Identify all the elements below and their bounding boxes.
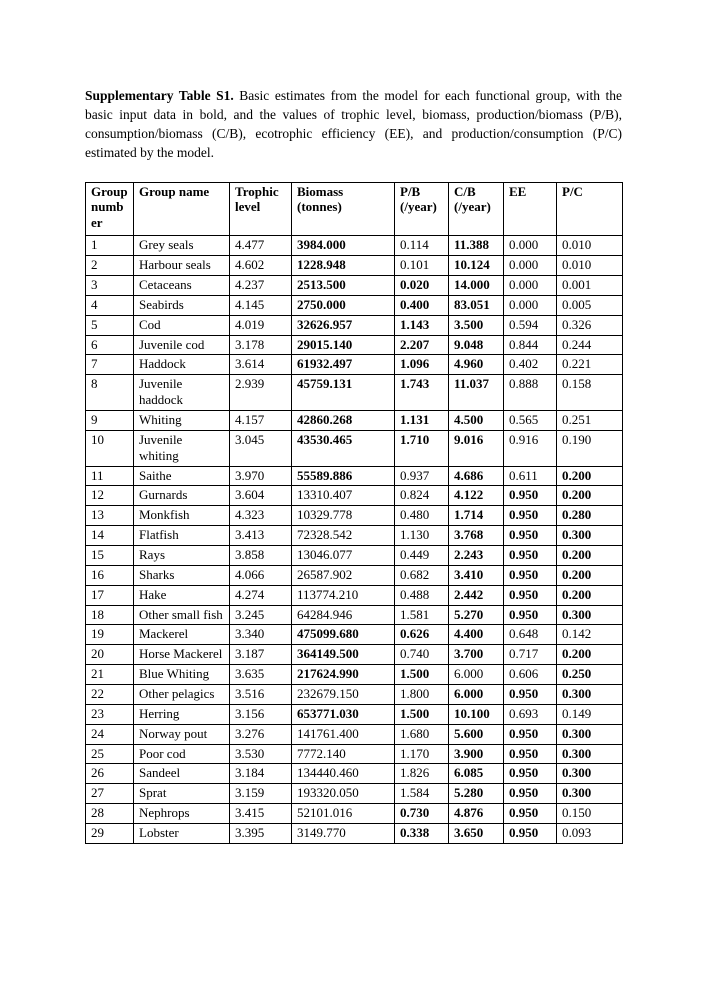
cell-cb: 4.686 xyxy=(449,466,504,486)
table-row xyxy=(86,335,623,355)
table-row xyxy=(86,275,623,295)
cell-pc: 0.150 xyxy=(557,804,623,824)
cell-ee: 0.594 xyxy=(504,315,557,335)
cell-trophic: 4.477 xyxy=(230,236,292,256)
cell-num: 14 xyxy=(86,526,134,546)
cell-name: Juvenile whiting xyxy=(134,430,230,466)
cell-cb: 6.000 xyxy=(449,665,504,685)
cell-ee: 0.916 xyxy=(504,430,557,466)
cell-num: 26 xyxy=(86,764,134,784)
cell-cb: 4.122 xyxy=(449,486,504,506)
table-row xyxy=(86,430,623,466)
table-row xyxy=(86,466,623,486)
cell-name: Herring xyxy=(134,704,230,724)
cell-name: Sandeel xyxy=(134,764,230,784)
cell-name: Juvenile cod xyxy=(134,335,230,355)
cell-trophic: 4.602 xyxy=(230,256,292,276)
caption-lead: Supplementary Table S1. xyxy=(85,88,234,103)
cell-trophic: 4.145 xyxy=(230,295,292,315)
cell-pb: 2.207 xyxy=(395,335,449,355)
cell-ee: 0.000 xyxy=(504,236,557,256)
cell-biomass: 113774.210 xyxy=(292,585,395,605)
table-row xyxy=(86,645,623,665)
caption-body: Basic estimates from the model for each functional group, with the basic input data in bold, and the values of trophic level, biomass, production/biomass (P/B), consumption/biomass (C/B), ecotrophic efficiency (EE), and production/consumption (P/C) estimated by the model. xyxy=(85,88,622,161)
cell-biomass: 29015.140 xyxy=(292,335,395,355)
column-header-cb: C/B (/year) xyxy=(449,182,504,236)
cell-name: Sprat xyxy=(134,784,230,804)
cell-pc: 0.300 xyxy=(557,724,623,744)
cell-num: 19 xyxy=(86,625,134,645)
table-row xyxy=(86,684,623,704)
cell-num: 15 xyxy=(86,545,134,565)
cell-pc: 0.300 xyxy=(557,684,623,704)
cell-pb: 0.101 xyxy=(395,256,449,276)
table-row xyxy=(86,545,623,565)
cell-trophic: 3.530 xyxy=(230,744,292,764)
cell-cb: 11.388 xyxy=(449,236,504,256)
cell-trophic: 3.159 xyxy=(230,784,292,804)
cell-pc: 0.280 xyxy=(557,506,623,526)
cell-name: Horse Mackerel xyxy=(134,645,230,665)
cell-name: Other small fish xyxy=(134,605,230,625)
table-row xyxy=(86,295,623,315)
document-page xyxy=(85,86,622,844)
cell-pc: 0.251 xyxy=(557,410,623,430)
cell-biomass: 364149.500 xyxy=(292,645,395,665)
cell-name: Saithe xyxy=(134,466,230,486)
table-row xyxy=(86,256,623,276)
cell-biomass: 7772.140 xyxy=(292,744,395,764)
cell-trophic: 4.274 xyxy=(230,585,292,605)
cell-name: Lobster xyxy=(134,823,230,843)
cell-cb: 9.048 xyxy=(449,335,504,355)
column-header-pb: P/B (/year) xyxy=(395,182,449,236)
cell-pc: 0.149 xyxy=(557,704,623,724)
cell-pb: 0.682 xyxy=(395,565,449,585)
cell-num: 12 xyxy=(86,486,134,506)
cell-name: Other pelagics xyxy=(134,684,230,704)
cell-num: 6 xyxy=(86,335,134,355)
table-head xyxy=(86,182,623,236)
column-header-trophic: Trophic level xyxy=(230,182,292,236)
cell-pb: 1.500 xyxy=(395,665,449,685)
cell-ee: 0.565 xyxy=(504,410,557,430)
cell-num: 11 xyxy=(86,466,134,486)
column-header-name: Group name xyxy=(134,182,230,236)
cell-pb: 0.020 xyxy=(395,275,449,295)
cell-trophic: 2.939 xyxy=(230,375,292,411)
cell-ee: 0.950 xyxy=(504,585,557,605)
cell-cb: 3.500 xyxy=(449,315,504,335)
table-row xyxy=(86,526,623,546)
cell-pc: 0.010 xyxy=(557,236,623,256)
cell-biomass: 193320.050 xyxy=(292,784,395,804)
cell-cb: 4.876 xyxy=(449,804,504,824)
table-row xyxy=(86,665,623,685)
cell-cb: 1.714 xyxy=(449,506,504,526)
cell-num: 3 xyxy=(86,275,134,295)
cell-ee: 0.950 xyxy=(504,565,557,585)
cell-pb: 1.680 xyxy=(395,724,449,744)
cell-num: 23 xyxy=(86,704,134,724)
cell-name: Juvenile haddock xyxy=(134,375,230,411)
table-row xyxy=(86,355,623,375)
table-row xyxy=(86,486,623,506)
cell-cb: 4.960 xyxy=(449,355,504,375)
cell-num: 4 xyxy=(86,295,134,315)
cell-name: Monkfish xyxy=(134,506,230,526)
cell-cb: 11.037 xyxy=(449,375,504,411)
cell-num: 25 xyxy=(86,744,134,764)
table-row xyxy=(86,724,623,744)
cell-biomass: 232679.150 xyxy=(292,684,395,704)
cell-pc: 0.010 xyxy=(557,256,623,276)
cell-name: Haddock xyxy=(134,355,230,375)
table-row xyxy=(86,315,623,335)
cell-pb: 1.581 xyxy=(395,605,449,625)
cell-name: Mackerel xyxy=(134,625,230,645)
cell-biomass: 475099.680 xyxy=(292,625,395,645)
cell-trophic: 4.157 xyxy=(230,410,292,430)
cell-pc: 0.300 xyxy=(557,764,623,784)
cell-pc: 0.300 xyxy=(557,784,623,804)
cell-biomass: 42860.268 xyxy=(292,410,395,430)
cell-ee: 0.950 xyxy=(504,784,557,804)
cell-pb: 0.338 xyxy=(395,823,449,843)
cell-num: 10 xyxy=(86,430,134,466)
cell-biomass: 43530.465 xyxy=(292,430,395,466)
table-row xyxy=(86,605,623,625)
cell-pb: 0.730 xyxy=(395,804,449,824)
cell-cb: 3.410 xyxy=(449,565,504,585)
table-row xyxy=(86,625,623,645)
cell-num: 24 xyxy=(86,724,134,744)
cell-pb: 0.937 xyxy=(395,466,449,486)
cell-ee: 0.950 xyxy=(504,684,557,704)
column-header-biomass: Biomass (tonnes) xyxy=(292,182,395,236)
cell-pb: 1.743 xyxy=(395,375,449,411)
table-row xyxy=(86,744,623,764)
cell-biomass: 3149.770 xyxy=(292,823,395,843)
cell-trophic: 3.614 xyxy=(230,355,292,375)
table-row xyxy=(86,410,623,430)
table-row xyxy=(86,375,623,411)
cell-name: Cetaceans xyxy=(134,275,230,295)
cell-pb: 1.170 xyxy=(395,744,449,764)
table-row xyxy=(86,506,623,526)
cell-pc: 0.200 xyxy=(557,486,623,506)
cell-pc: 0.005 xyxy=(557,295,623,315)
cell-name: Gurnards xyxy=(134,486,230,506)
cell-cb: 3.700 xyxy=(449,645,504,665)
cell-pb: 0.480 xyxy=(395,506,449,526)
table-row xyxy=(86,764,623,784)
cell-cb: 4.400 xyxy=(449,625,504,645)
cell-pb: 1.143 xyxy=(395,315,449,335)
cell-pb: 1.826 xyxy=(395,764,449,784)
cell-biomass: 52101.016 xyxy=(292,804,395,824)
cell-ee: 0.402 xyxy=(504,355,557,375)
cell-biomass: 10329.778 xyxy=(292,506,395,526)
cell-cb: 14.000 xyxy=(449,275,504,295)
cell-cb: 2.442 xyxy=(449,585,504,605)
cell-biomass: 2750.000 xyxy=(292,295,395,315)
cell-ee: 0.950 xyxy=(504,804,557,824)
supplementary-table-s1 xyxy=(85,182,623,844)
cell-name: Poor cod xyxy=(134,744,230,764)
table-row xyxy=(86,585,623,605)
cell-pb: 0.824 xyxy=(395,486,449,506)
cell-biomass: 1228.948 xyxy=(292,256,395,276)
cell-trophic: 3.156 xyxy=(230,704,292,724)
cell-pb: 1.584 xyxy=(395,784,449,804)
cell-pc: 0.158 xyxy=(557,375,623,411)
cell-ee: 0.000 xyxy=(504,275,557,295)
cell-trophic: 3.187 xyxy=(230,645,292,665)
cell-pc: 0.200 xyxy=(557,545,623,565)
cell-pc: 0.190 xyxy=(557,430,623,466)
cell-trophic: 4.066 xyxy=(230,565,292,585)
cell-name: Hake xyxy=(134,585,230,605)
cell-num: 22 xyxy=(86,684,134,704)
cell-num: 1 xyxy=(86,236,134,256)
cell-num: 8 xyxy=(86,375,134,411)
cell-pc: 0.001 xyxy=(557,275,623,295)
cell-num: 17 xyxy=(86,585,134,605)
cell-pb: 1.096 xyxy=(395,355,449,375)
table-row xyxy=(86,804,623,824)
table-row xyxy=(86,823,623,843)
cell-trophic: 3.516 xyxy=(230,684,292,704)
cell-pb: 0.114 xyxy=(395,236,449,256)
cell-biomass: 2513.500 xyxy=(292,275,395,295)
cell-cb: 3.900 xyxy=(449,744,504,764)
cell-num: 13 xyxy=(86,506,134,526)
cell-pc: 0.250 xyxy=(557,665,623,685)
cell-ee: 0.606 xyxy=(504,665,557,685)
cell-num: 7 xyxy=(86,355,134,375)
cell-ee: 0.950 xyxy=(504,724,557,744)
cell-cb: 10.100 xyxy=(449,704,504,724)
cell-name: Sharks xyxy=(134,565,230,585)
cell-cb: 83.051 xyxy=(449,295,504,315)
cell-ee: 0.950 xyxy=(504,605,557,625)
cell-pc: 0.326 xyxy=(557,315,623,335)
cell-biomass: 13310.407 xyxy=(292,486,395,506)
cell-num: 29 xyxy=(86,823,134,843)
cell-pb: 0.449 xyxy=(395,545,449,565)
cell-pc: 0.093 xyxy=(557,823,623,843)
cell-trophic: 3.415 xyxy=(230,804,292,824)
cell-biomass: 64284.946 xyxy=(292,605,395,625)
column-header-pc: P/C xyxy=(557,182,623,236)
cell-ee: 0.717 xyxy=(504,645,557,665)
cell-name: Cod xyxy=(134,315,230,335)
cell-name: Grey seals xyxy=(134,236,230,256)
cell-pc: 0.300 xyxy=(557,605,623,625)
cell-num: 18 xyxy=(86,605,134,625)
cell-num: 20 xyxy=(86,645,134,665)
cell-biomass: 13046.077 xyxy=(292,545,395,565)
cell-pb: 0.488 xyxy=(395,585,449,605)
table-row xyxy=(86,565,623,585)
cell-pc: 0.200 xyxy=(557,466,623,486)
cell-cb: 3.768 xyxy=(449,526,504,546)
column-header-num: Group number xyxy=(86,182,134,236)
cell-biomass: 45759.131 xyxy=(292,375,395,411)
cell-ee: 0.950 xyxy=(504,764,557,784)
cell-trophic: 3.635 xyxy=(230,665,292,685)
cell-name: Rays xyxy=(134,545,230,565)
cell-biomass: 32626.957 xyxy=(292,315,395,335)
cell-name: Norway pout xyxy=(134,724,230,744)
cell-ee: 0.000 xyxy=(504,295,557,315)
cell-ee: 0.000 xyxy=(504,256,557,276)
cell-biomass: 3984.000 xyxy=(292,236,395,256)
cell-name: Seabirds xyxy=(134,295,230,315)
cell-trophic: 3.045 xyxy=(230,430,292,466)
cell-ee: 0.950 xyxy=(504,744,557,764)
cell-cb: 5.600 xyxy=(449,724,504,744)
cell-num: 5 xyxy=(86,315,134,335)
table-row xyxy=(86,784,623,804)
table-header-row xyxy=(86,182,623,236)
cell-name: Blue Whiting xyxy=(134,665,230,685)
cell-pc: 0.300 xyxy=(557,526,623,546)
column-header-ee: EE xyxy=(504,182,557,236)
cell-cb: 10.124 xyxy=(449,256,504,276)
cell-num: 27 xyxy=(86,784,134,804)
cell-biomass: 72328.542 xyxy=(292,526,395,546)
cell-ee: 0.844 xyxy=(504,335,557,355)
cell-ee: 0.611 xyxy=(504,466,557,486)
cell-num: 16 xyxy=(86,565,134,585)
cell-pc: 0.200 xyxy=(557,645,623,665)
cell-pb: 0.740 xyxy=(395,645,449,665)
cell-biomass: 55589.886 xyxy=(292,466,395,486)
cell-cb: 2.243 xyxy=(449,545,504,565)
cell-trophic: 3.184 xyxy=(230,764,292,784)
cell-trophic: 3.178 xyxy=(230,335,292,355)
cell-ee: 0.950 xyxy=(504,486,557,506)
cell-biomass: 26587.902 xyxy=(292,565,395,585)
cell-trophic: 3.604 xyxy=(230,486,292,506)
cell-trophic: 4.237 xyxy=(230,275,292,295)
cell-trophic: 3.395 xyxy=(230,823,292,843)
cell-cb: 6.000 xyxy=(449,684,504,704)
cell-ee: 0.888 xyxy=(504,375,557,411)
cell-pc: 0.142 xyxy=(557,625,623,645)
table-row xyxy=(86,236,623,256)
table-body xyxy=(86,236,623,844)
table-row xyxy=(86,704,623,724)
cell-name: Nephrops xyxy=(134,804,230,824)
cell-pb: 1.800 xyxy=(395,684,449,704)
cell-cb: 3.650 xyxy=(449,823,504,843)
cell-cb: 9.016 xyxy=(449,430,504,466)
cell-pb: 1.500 xyxy=(395,704,449,724)
cell-biomass: 61932.497 xyxy=(292,355,395,375)
cell-biomass: 217624.990 xyxy=(292,665,395,685)
cell-pc: 0.244 xyxy=(557,335,623,355)
cell-trophic: 4.323 xyxy=(230,506,292,526)
cell-trophic: 3.276 xyxy=(230,724,292,744)
cell-pb: 1.710 xyxy=(395,430,449,466)
cell-cb: 6.085 xyxy=(449,764,504,784)
cell-num: 9 xyxy=(86,410,134,430)
cell-ee: 0.693 xyxy=(504,704,557,724)
cell-cb: 5.270 xyxy=(449,605,504,625)
cell-ee: 0.648 xyxy=(504,625,557,645)
cell-pb: 0.400 xyxy=(395,295,449,315)
cell-name: Harbour seals xyxy=(134,256,230,276)
cell-trophic: 3.858 xyxy=(230,545,292,565)
cell-num: 2 xyxy=(86,256,134,276)
table-caption xyxy=(85,86,622,163)
cell-pb: 0.626 xyxy=(395,625,449,645)
cell-trophic: 3.245 xyxy=(230,605,292,625)
cell-pc: 0.300 xyxy=(557,744,623,764)
cell-cb: 4.500 xyxy=(449,410,504,430)
cell-ee: 0.950 xyxy=(504,545,557,565)
cell-name: Flatfish xyxy=(134,526,230,546)
cell-biomass: 134440.460 xyxy=(292,764,395,784)
cell-ee: 0.950 xyxy=(504,506,557,526)
cell-biomass: 141761.400 xyxy=(292,724,395,744)
cell-pb: 1.131 xyxy=(395,410,449,430)
cell-pc: 0.200 xyxy=(557,585,623,605)
cell-num: 21 xyxy=(86,665,134,685)
cell-cb: 5.280 xyxy=(449,784,504,804)
cell-ee: 0.950 xyxy=(504,823,557,843)
cell-name: Whiting xyxy=(134,410,230,430)
cell-trophic: 3.340 xyxy=(230,625,292,645)
cell-biomass: 653771.030 xyxy=(292,704,395,724)
cell-pc: 0.200 xyxy=(557,565,623,585)
cell-ee: 0.950 xyxy=(504,526,557,546)
cell-trophic: 3.970 xyxy=(230,466,292,486)
cell-pc: 0.221 xyxy=(557,355,623,375)
cell-num: 28 xyxy=(86,804,134,824)
cell-pb: 1.130 xyxy=(395,526,449,546)
cell-trophic: 3.413 xyxy=(230,526,292,546)
cell-trophic: 4.019 xyxy=(230,315,292,335)
